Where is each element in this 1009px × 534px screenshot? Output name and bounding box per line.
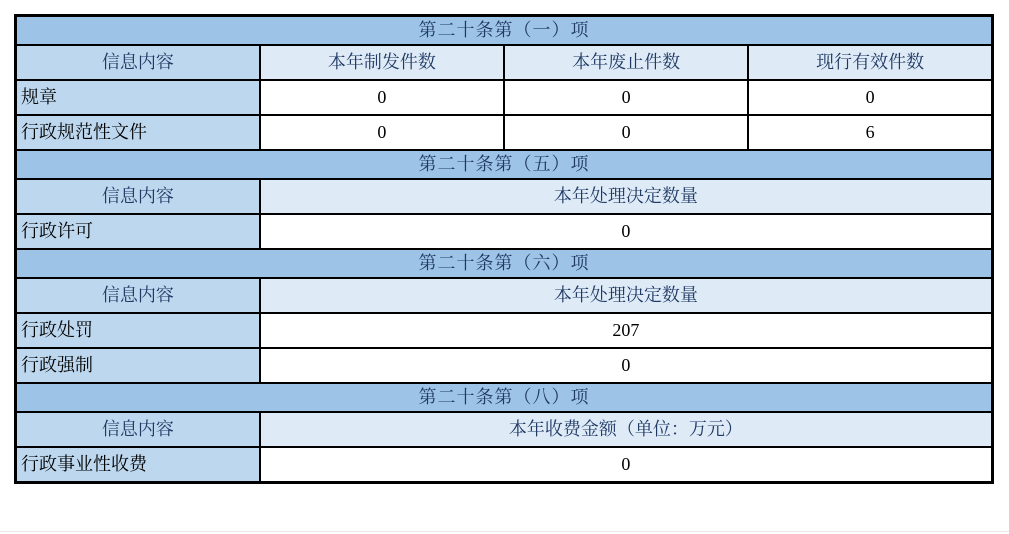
value-cell: 0: [260, 348, 993, 383]
value-cell: 0: [260, 447, 993, 483]
row-label-cell: 规章: [16, 80, 260, 115]
report-table-body: [16, 16, 993, 483]
metric-header-cell: 本年收费金额（单位：万元）: [260, 412, 993, 447]
value-cell: 207: [260, 313, 993, 348]
value-cell: 0: [504, 115, 748, 150]
value-cell: 0: [260, 80, 504, 115]
value-cell: 6: [748, 115, 992, 150]
section-title: 第二十条第（五）项: [16, 150, 993, 179]
row-label-cell: 行政处罚: [16, 313, 260, 348]
metric-header-cell: 本年废止件数: [504, 45, 748, 80]
section-title: 第二十条第（八）项: [16, 383, 993, 412]
metric-header-cell: 现行有效件数: [748, 45, 992, 80]
section-title: 第二十条第（一）项: [16, 16, 993, 46]
info-content-header-cell: 信息内容: [16, 179, 260, 214]
value-cell: 0: [260, 115, 504, 150]
row-label-cell: 行政许可: [16, 214, 260, 249]
metric-header-cell: 本年处理决定数量: [260, 179, 993, 214]
metric-header-cell: 本年处理决定数量: [260, 278, 993, 313]
value-cell: 0: [504, 80, 748, 115]
info-content-header-cell: 信息内容: [16, 45, 260, 80]
row-label-cell: 行政事业性收费: [16, 447, 260, 483]
value-cell: 0: [748, 80, 992, 115]
value-cell: 0: [260, 214, 993, 249]
metric-header-cell: 本年制发件数: [260, 45, 504, 80]
page-bottom-divider: [0, 531, 1009, 532]
row-label-cell: 行政强制: [16, 348, 260, 383]
info-content-header-cell: 信息内容: [16, 412, 260, 447]
info-content-header-cell: 信息内容: [16, 278, 260, 313]
row-label-cell: 行政规范性文件: [16, 115, 260, 150]
section-title: 第二十条第（六）项: [16, 249, 993, 278]
disclosure-report-table: [14, 14, 994, 484]
